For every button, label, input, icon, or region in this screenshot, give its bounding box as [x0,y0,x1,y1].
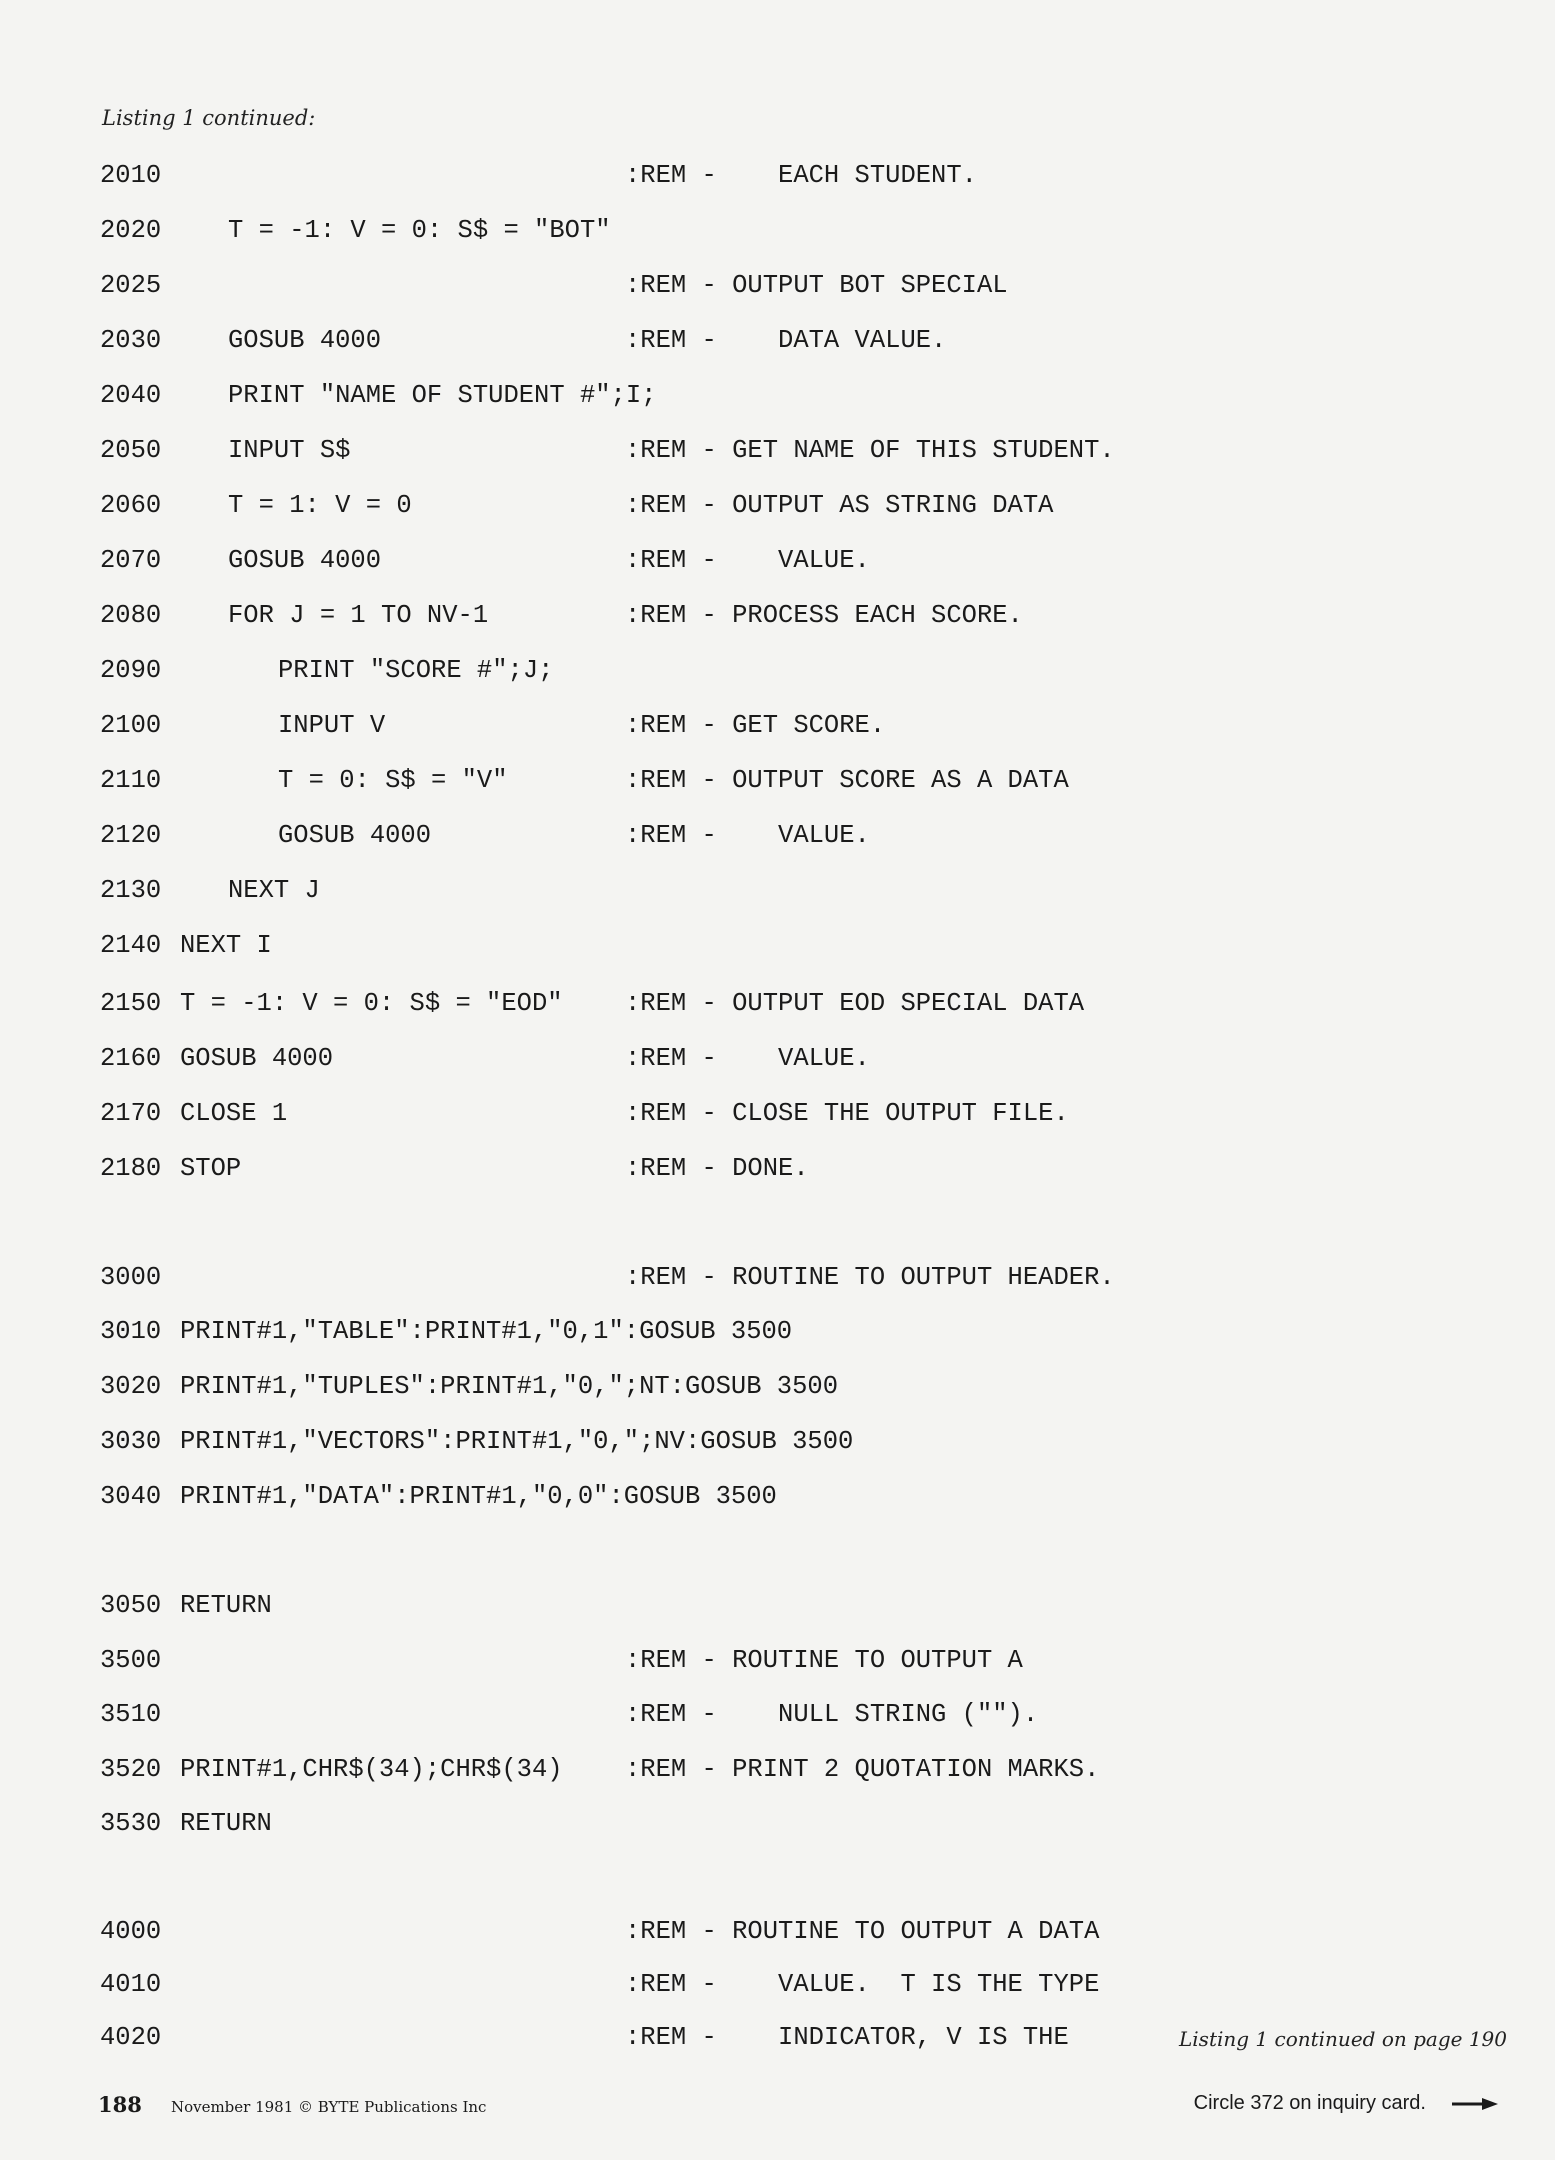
code-line [100,1043,1160,1075]
code-statement: PRINT#1,"TUPLES":PRINT#1,"0,";NT:GOSUB 3500 [180,1372,839,1401]
code-statement: CLOSE 1 [180,1099,288,1128]
line-number: 4000 [100,1917,162,1946]
line-number: 2010 [100,161,162,190]
code-remark: :REM - NULL STRING (""). [625,1700,1039,1729]
code-line [100,490,1160,522]
code-statement: PRINT#1,"DATA":PRINT#1,"0,0":GOSUB 3500 [180,1482,777,1511]
code-remark: :REM - ROUTINE TO OUTPUT A [625,1646,1023,1675]
line-number: 2080 [100,601,162,630]
line-number: 4010 [100,1970,162,1999]
line-number: 2025 [100,271,162,300]
code-line [100,545,1160,577]
line-number: 2030 [100,326,162,355]
code-line [100,655,1160,687]
line-number: 3500 [100,1646,162,1675]
line-number: 2060 [100,491,162,520]
code-line [100,875,1160,907]
code-line [100,435,1160,467]
code-remark: :REM - GET SCORE. [625,711,886,740]
code-line [100,1098,1160,1130]
code-line [100,1371,1160,1403]
code-line [100,1699,1160,1731]
arrow-right-icon [1452,2098,1498,2110]
code-remark: :REM - ROUTINE TO OUTPUT HEADER. [625,1263,1115,1292]
line-number: 3510 [100,1700,162,1729]
code-remark: :REM - OUTPUT BOT SPECIAL [625,271,1008,300]
line-number: 2130 [100,876,162,905]
code-statement: T = -1: V = 0: S$ = "BOT" [228,216,611,245]
code-statement: NEXT J [228,876,320,905]
code-statement: PRINT#1,CHR$(34);CHR$(34) [180,1755,563,1784]
line-number: 2090 [100,656,162,685]
code-line [100,1754,1160,1786]
code-remark: :REM - INDICATOR, V IS THE [625,2023,1069,2052]
code-remark: :REM - VALUE. [625,821,870,850]
line-number: 2050 [100,436,162,465]
code-line [100,1153,1160,1185]
code-statement: INPUT V [278,711,386,740]
line-number: 3020 [100,1372,162,1401]
code-line [100,1481,1160,1513]
code-line [100,1590,1160,1622]
code-statement: FOR J = 1 TO NV-1 [228,601,489,630]
line-number: 3530 [100,1809,162,1838]
code-remark: :REM - OUTPUT SCORE AS A DATA [625,766,1069,795]
code-statement: T = 0: S$ = "V" [278,766,508,795]
line-number: 2150 [100,989,162,1018]
code-line [100,2022,1160,2054]
code-statement: T = -1: V = 0: S$ = "EOD" [180,989,563,1018]
publication-line: November 1981 © BYTE Publications Inc [170,2098,487,2116]
line-number: 4020 [100,2023,162,2052]
page-number: 188 [98,2092,142,2117]
code-line [100,600,1160,632]
code-line [100,1969,1160,2001]
line-number: 3010 [100,1317,162,1346]
code-line [100,765,1160,797]
line-number: 2070 [100,546,162,575]
line-number: 2120 [100,821,162,850]
inquiry-text: Circle 372 on inquiry card. [1193,2092,1426,2114]
line-number: 2160 [100,1044,162,1073]
code-line [100,325,1160,357]
line-number: 2180 [100,1154,162,1183]
code-remark: :REM - PRINT 2 QUOTATION MARKS. [625,1755,1100,1784]
code-line [100,380,1160,412]
line-number: 2020 [100,216,162,245]
code-statement: GOSUB 4000 [180,1044,334,1073]
inquiry-note [1194,2092,1498,2115]
code-remark: :REM - DATA VALUE. [625,326,947,355]
line-number: 3520 [100,1755,162,1784]
code-statement: T = 1: V = 0 [228,491,412,520]
line-number: 3000 [100,1263,162,1292]
code-statement: GOSUB 4000 [228,546,382,575]
code-line [100,710,1160,742]
code-line [100,1426,1160,1458]
code-statement: PRINT#1,"VECTORS":PRINT#1,"0,";NV:GOSUB 3500 [180,1427,854,1456]
code-remark: :REM - OUTPUT EOD SPECIAL DATA [625,989,1085,1018]
code-line [100,160,1160,192]
code-statement: PRINT "NAME OF STUDENT #";I; [228,381,657,410]
code-remark: :REM - ROUTINE TO OUTPUT A DATA [625,1917,1100,1946]
line-number: 2170 [100,1099,162,1128]
code-remark: :REM - OUTPUT AS STRING DATA [625,491,1054,520]
code-line [100,930,1160,962]
line-number: 2140 [100,931,162,960]
line-number: 3030 [100,1427,162,1456]
code-statement: RETURN [180,1591,272,1620]
code-line [100,1645,1160,1677]
code-remark: :REM - VALUE. [625,546,870,575]
code-remark: :REM - CLOSE THE OUTPUT FILE. [625,1099,1069,1128]
line-number: 2110 [100,766,162,795]
code-line [100,215,1160,247]
continuation-note: Listing 1 continued on page 190 [1179,2027,1507,2051]
line-number: 3040 [100,1482,162,1511]
code-line [100,1316,1160,1348]
code-statement: STOP [180,1154,242,1183]
code-statement: NEXT I [180,931,272,960]
code-statement: PRINT "SCORE #";J; [278,656,554,685]
code-line [100,270,1160,302]
code-statement: PRINT#1,"TABLE":PRINT#1,"0,1":GOSUB 3500 [180,1317,793,1346]
line-number: 2100 [100,711,162,740]
code-remark: :REM - PROCESS EACH SCORE. [625,601,1023,630]
code-statement: GOSUB 4000 [278,821,432,850]
line-number: 2040 [100,381,162,410]
code-line [100,1262,1160,1294]
code-statement: GOSUB 4000 [228,326,382,355]
listing-caption: Listing 1 continued: [102,106,316,130]
code-statement: INPUT S$ [228,436,351,465]
code-remark: :REM - EACH STUDENT. [625,161,977,190]
code-line [100,1916,1160,1948]
code-line [100,820,1160,852]
code-line [100,1808,1160,1840]
code-remark: :REM - DONE. [625,1154,809,1183]
code-remark: :REM - VALUE. [625,1044,870,1073]
page-footer [98,2092,486,2117]
code-statement: RETURN [180,1809,272,1838]
code-remark: :REM - GET NAME OF THIS STUDENT. [625,436,1115,465]
line-number: 3050 [100,1591,162,1620]
code-remark: :REM - VALUE. T IS THE TYPE [625,1970,1100,1999]
code-line [100,988,1160,1020]
